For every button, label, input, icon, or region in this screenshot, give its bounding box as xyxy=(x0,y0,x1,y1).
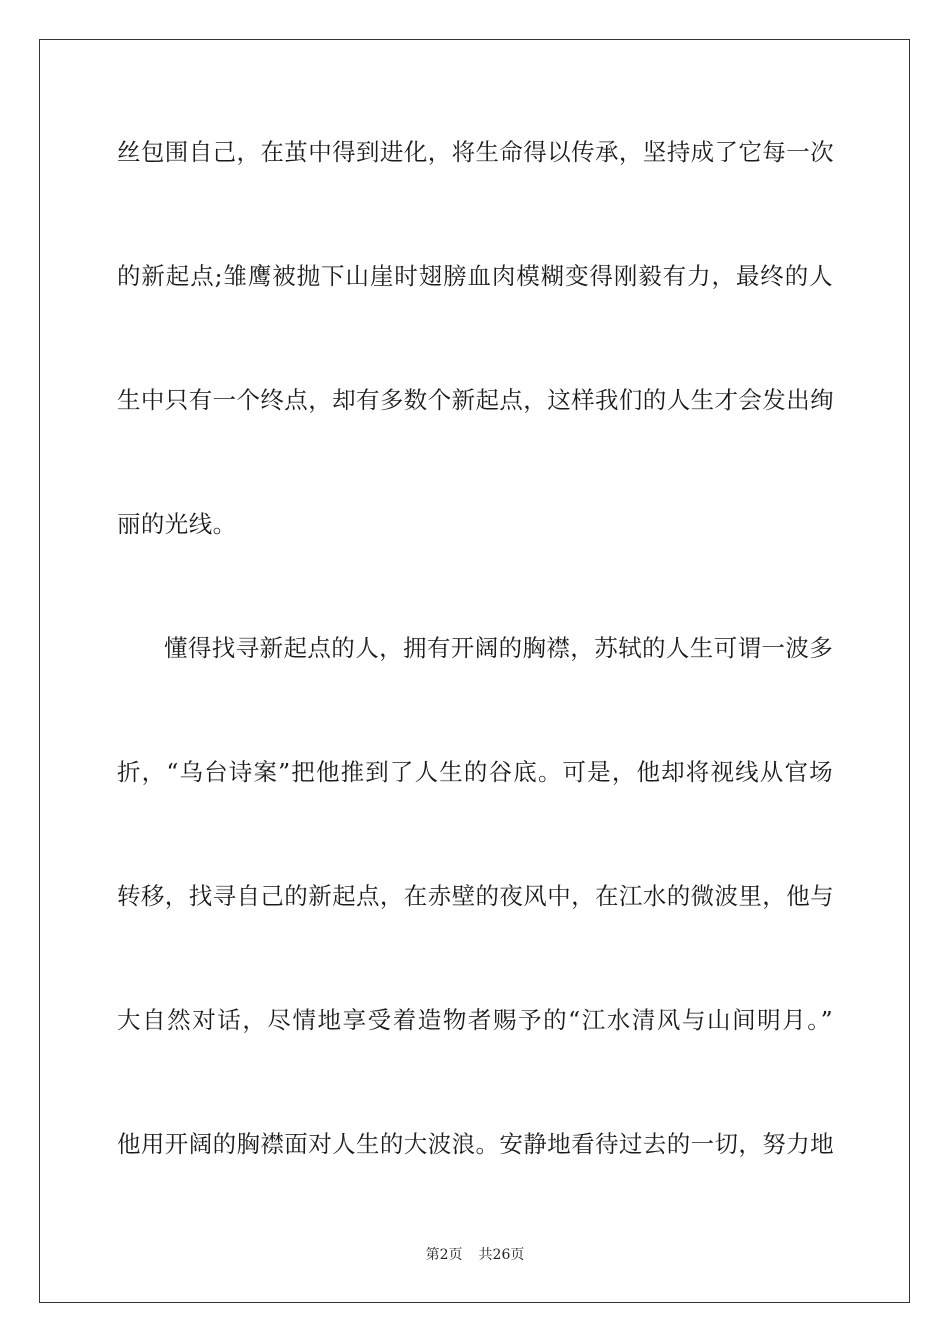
body-text-line-3: 生中只有一个终点，却有多数个新起点，这样我们的人生才会发出绚 xyxy=(117,386,834,414)
paragraph-2-first-line: 懂得找寻新起点的人，拥有开阔的胸襟，苏轼的人生可谓一波多 xyxy=(164,634,834,662)
body-text-line-7: 转移，找寻自己的新起点，在赤壁的夜风中，在江水的微波里，他与 xyxy=(117,882,834,910)
body-text-line-5 xyxy=(117,633,833,663)
body-text-line-8: 大自然对话，尽情地享受着造物者赐予的“江水清风与山间明月。” xyxy=(117,1006,833,1034)
page-number: 第2页 xyxy=(425,1247,463,1263)
body-text-line-2: 的新起点;雏鹰被抛下山崖时翅膀血肉模糊变得刚毅有力，最终的人 xyxy=(117,262,833,290)
page-border xyxy=(39,39,910,1303)
body-text-line-9: 他用开阔的胸襟面对人生的大波浪。安静地看待过去的一切，努力地 xyxy=(117,1130,834,1158)
page-total: 共26页 xyxy=(478,1247,525,1263)
page-footer xyxy=(0,1246,950,1264)
body-text-line-6: 折，“乌台诗案”把他推到了人生的谷底。可是，他却将视线从官场 xyxy=(117,758,833,786)
body-text-line-1: 丝包围自己，在茧中得到进化，将生命得以传承，坚持成了它每一次 xyxy=(117,138,834,166)
body-text-line-4: 丽的光线。 xyxy=(117,510,237,538)
